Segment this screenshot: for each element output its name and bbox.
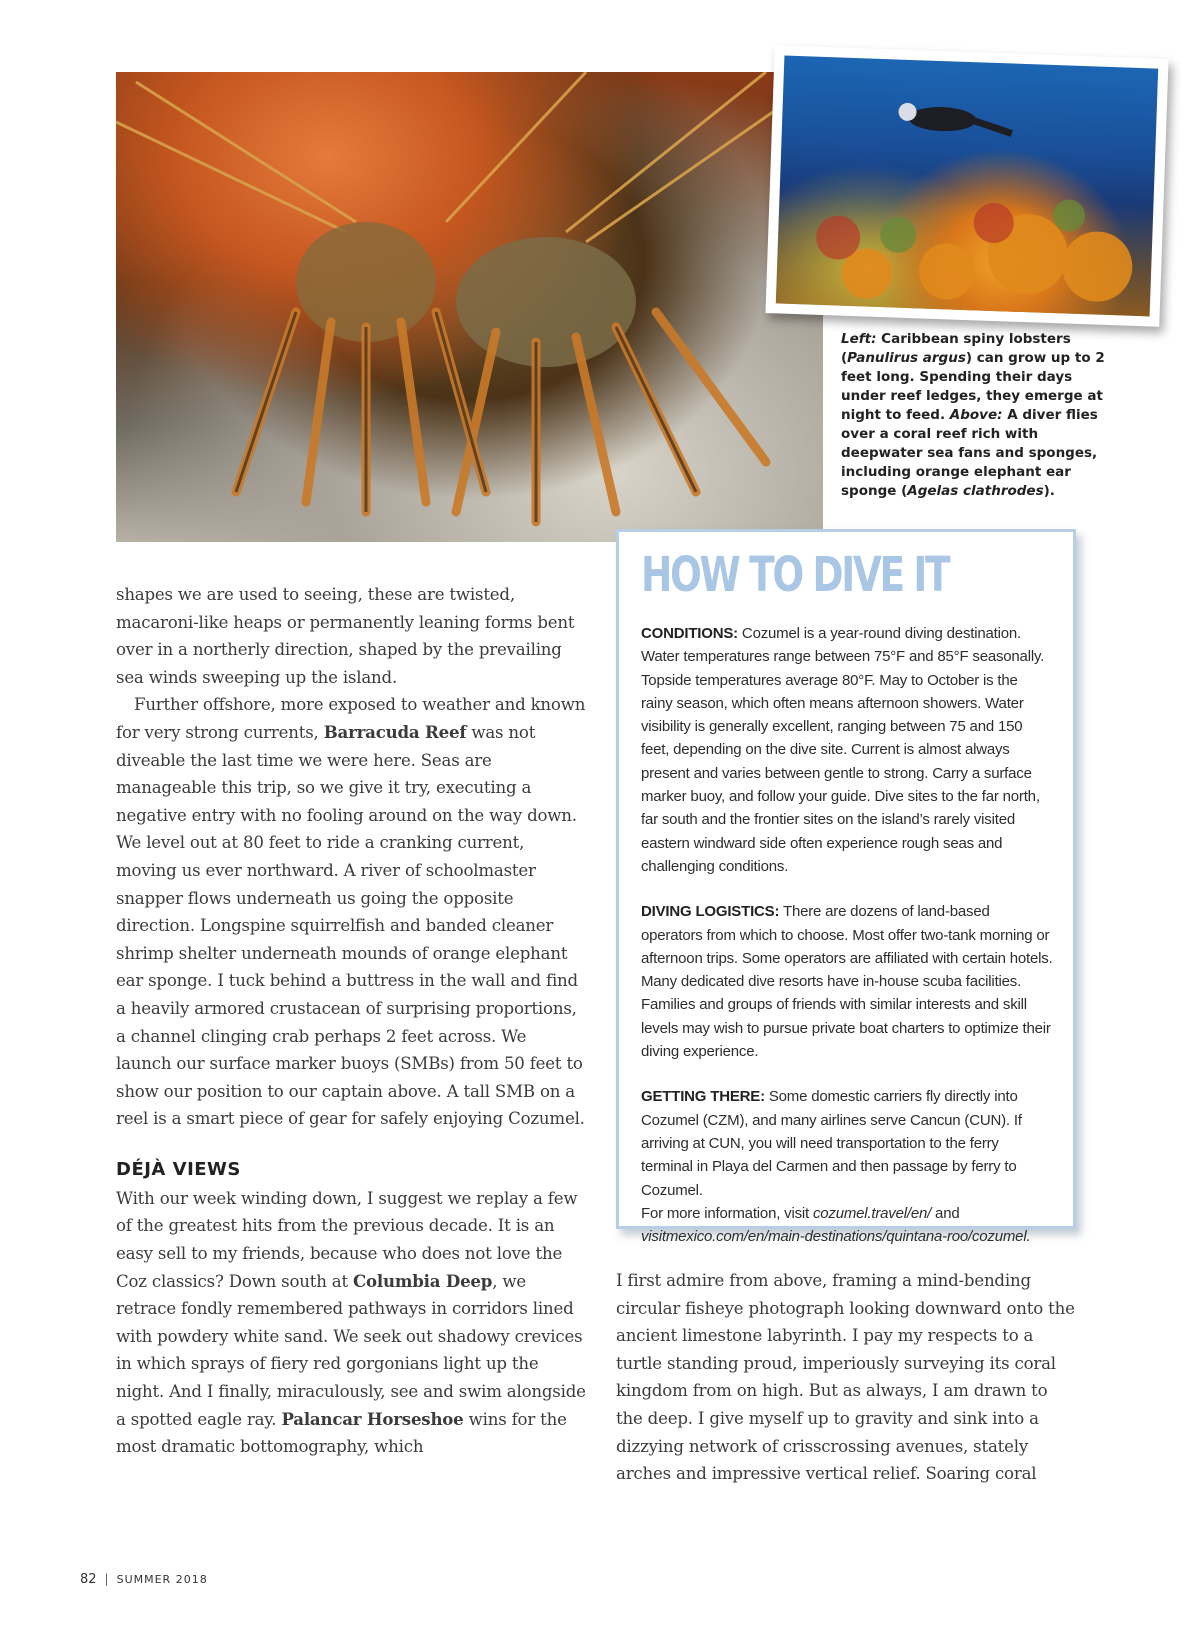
- diver-photo: [776, 56, 1158, 317]
- getting-there-text: Some domestic carriers fly directly into Cozumel (CZM), and many airlines serve Cancun (CUN). If arriving at CUN, you will need transportation to the ferry terminal in Playa del Carmen and then passage by ferry to Cozumel.: [641, 1088, 1022, 1199]
- lobster-photo: [116, 72, 823, 542]
- getting-there-paragraph: [641, 1085, 1053, 1248]
- diver-photo-frame: [765, 45, 1168, 327]
- caption-species: Panulirus argus: [847, 350, 966, 366]
- caption-text: Caribbean spiny lobsters (: [841, 331, 1071, 366]
- more-info-text: For more information, visit: [641, 1204, 813, 1222]
- paragraph-text: , we retrace fondly remembered pathways in corridors lined with powdery white sand. We seek out shadowy crevices in which sprays of fiery red gorgonians light up the night. And I finally, miraculously, see and swim alongside a spotted eagle ray.: [116, 1271, 586, 1429]
- article-paragraph: I first admire from above, framing a mind-bending circular fisheye photograph looking downward onto the ancient limestone labyrinth. I pay my respects to a turtle standing proud, imperiously surveying its coral kingdom from on high. But as always, I am drawn to the deep. I give myself up to gravity and sink into a dizzying network of crisscrossing avenues, stately arches and impressive vertical relief. Soaring coral: [616, 1271, 1075, 1484]
- dive-site-name: Palancar Horseshoe: [281, 1408, 464, 1429]
- caption-above-label: Above:: [949, 407, 1003, 423]
- logistics-label: DIVING LOGISTICS:: [641, 903, 780, 921]
- paragraph-text: wins for the most dramatic bottomography, which: [116, 1409, 567, 1457]
- caption-species: Agelas clathrodes: [907, 483, 1044, 499]
- diver-illustration: [776, 56, 1158, 317]
- and-text: and: [931, 1204, 960, 1222]
- paragraph-text: Further offshore, more exposed to weather and known for very strong currents,: [116, 695, 586, 742]
- conditions-text: Cozumel is a year-round diving destination. Water temperatures range between 75°F and 85°F seasonally. Topside temperatures average 80°F. May to October is the rainy season, which often means afternoon showers. Water visibility is generally excellent, ranging between 75 and 150 feet, depending on the dive site. Current is almost always present and varies between gentle to strong. Carry a surface marker buoy, and follow your guide. Dive sites to the far north, far south and the frontier sites on the island’s rarely visited eastern windward side often experience rough seas and challenging conditions.: [641, 625, 1045, 875]
- visitmexico-link[interactable]: visitmexico.com/en/main-destinations/quintana-roo/cozumel.: [641, 1228, 1031, 1246]
- caption-text: ) can grow up to 2 feet long. Spending their days under reef ledges, they emerge at night to feed.: [841, 350, 1105, 423]
- getting-there-label: GETTING THERE:: [641, 1088, 765, 1106]
- article-paragraph: [116, 691, 586, 1133]
- article-paragraph: [116, 1185, 586, 1461]
- dive-site-name: Barracuda Reef: [323, 721, 467, 742]
- photo-caption: [841, 330, 1111, 501]
- folio-separator: |: [104, 1572, 109, 1586]
- paragraph-text: With our week winding down, I suggest we replay a few of the greatest hits from the previous decade. It is an easy sell to my friends, because who does not love the Coz classics? Down south at: [116, 1188, 578, 1291]
- conditions-label: CONDITIONS:: [641, 625, 738, 642]
- paragraph-text: was not diveable the last time we were here. Seas are manageable this trip, so we give it try, executing a negative entry with no fooling around on the way down. We level out at 80 feet to ride a cranking current, moving us ever northward. A river of schoolmaster snapper flows underneath us going the opposite direction. Longspine squirrelfish and banded cleaner shrimp shelter underneath mounds of orange elephant ear sponge. I tuck behind a buttress in the wall and find a heavily armored crustacean of surprising proportions, a channel clinging crab perhaps 2 feet across. We launch our surface marker buoys (SMBs) from 50 feet to show our position to our captain above. A tall SMB on a reel is a smart piece of gear for safely enjoying Cozumel.: [116, 722, 585, 1129]
- conditions-paragraph: [641, 622, 1053, 878]
- article-left-column: [116, 581, 586, 1461]
- caption-text: ).: [1043, 483, 1055, 499]
- article-paragraph: shapes we are used to seeing, these are twisted, macaroni-like heaps or permanently leaning forms bent over in a northerly direction, shaped by the prevailing sea winds sweeping up the island.: [116, 585, 575, 687]
- cozumel-travel-link[interactable]: cozumel.travel/en/: [812, 1204, 932, 1222]
- page-folio: [80, 1572, 208, 1587]
- dive-site-name: Columbia Deep: [353, 1270, 493, 1291]
- caption-left-label: Left:: [841, 331, 877, 347]
- sidebar-title: HOW TO DIVE IT: [641, 547, 949, 603]
- page-number: 82: [80, 1572, 97, 1587]
- logistics-paragraph: [641, 900, 1053, 1063]
- section-subhead: DÉJÀ VIEWS: [116, 1158, 241, 1180]
- logistics-text: There are dozens of land-based operators from which to choose. Most offer two-tank morning or afternoon trips. Some operators are affiliated with certain hotels. Many dedicated dive resorts have in-house scuba facilities. Families and groups of friends with similar interests and skill levels may wish to pursue private boat charters to optimize their diving experience.: [641, 903, 1053, 1061]
- article-right-column: [616, 1267, 1076, 1488]
- caption-text: A diver flies over a coral reef rich with deepwater sea fans and sponges, including orange elephant ear sponge (: [841, 407, 1098, 499]
- issue-label: SUMMER 2018: [116, 1573, 208, 1586]
- lobster-illustration: [116, 72, 823, 542]
- how-to-dive-sidebar: [616, 529, 1076, 1246]
